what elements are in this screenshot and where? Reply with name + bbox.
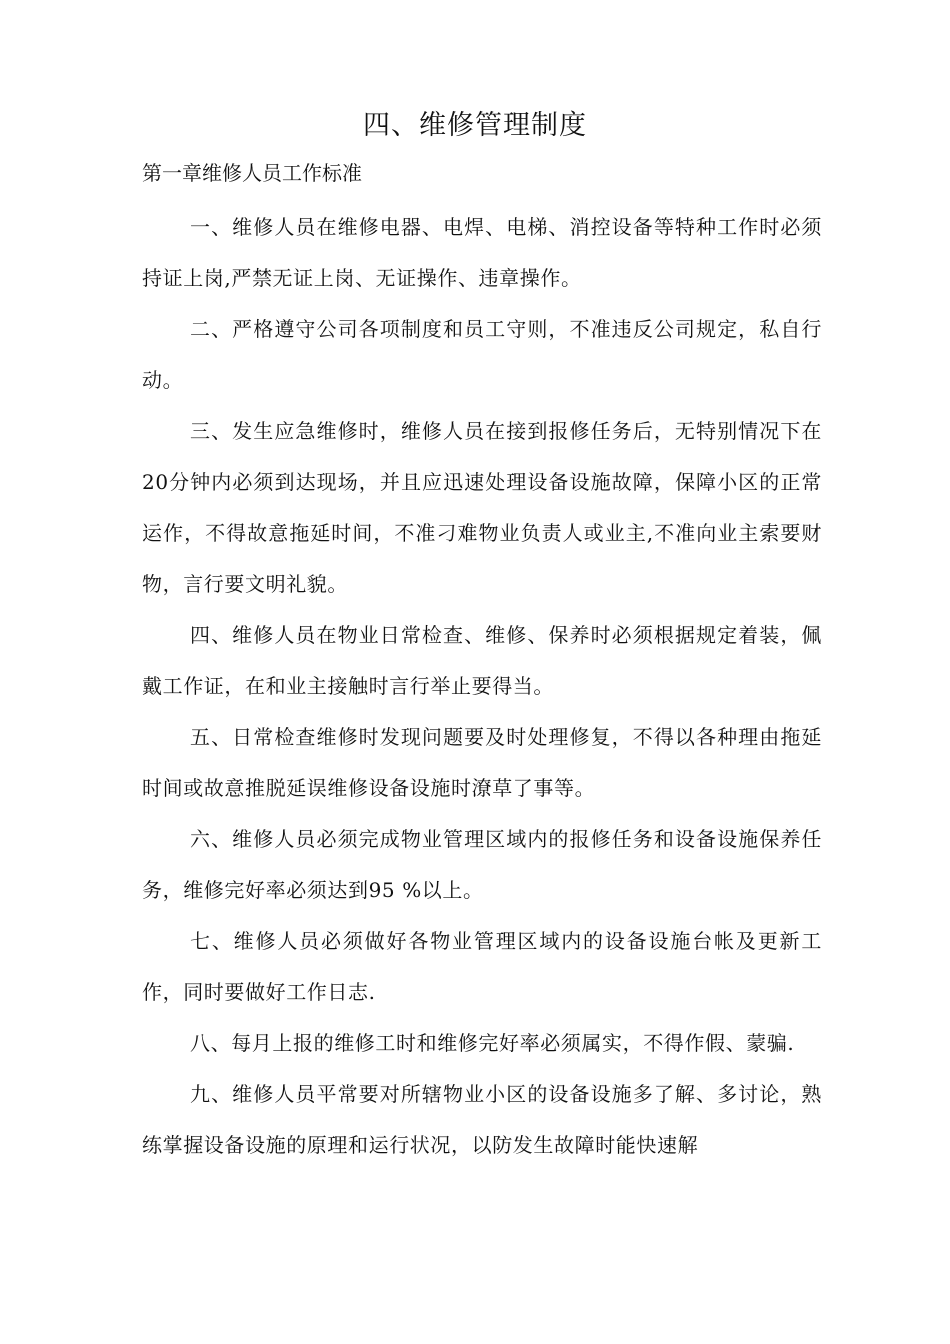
paragraph-8: 八、每月上报的维修工时和维修完好率必须属实，不得作假、蒙骗. <box>190 1031 795 1055</box>
paragraph-3: 三、发生应急维修时，维修人员在接到报修任务后，无特别情况下在20分钟内必须到达现场，并且应迅速处理设备设施故障，保障小区的正常运作，不得故意拖延时间，不准刁难物业负责人或业主,不准向业主索要财物，言行要文明礼貌。 <box>142 419 822 596</box>
chapter-heading: 第一章维修人员工作标准 <box>142 161 362 185</box>
document-title: 四、维修管理制度 <box>363 110 587 141</box>
paragraph-1: 一、维修人员在维修电器、电焊、电梯、消控设备等特种工作时必须持证上岗,严禁无证上岗、无证操作、违章操作。 <box>142 215 822 290</box>
paragraph-2: 二、严格遵守公司各项制度和员工守则，不准违反公司规定，私自行动。 <box>142 317 822 392</box>
paragraph-4: 四、维修人员在物业日常检查、维修、保养时必须根据规定着装，佩戴工作证，在和业主接触时言行举止要得当。 <box>142 623 822 698</box>
paragraph-6: 六、维修人员必须完成物业管理区域内的报修任务和设备设施保养任务，维修完好率必须达到95 %以上。 <box>142 827 822 902</box>
document-body <box>142 202 822 1171</box>
paragraph-5: 五、日常检查维修时发现问题要及时处理修复，不得以各种理由拖延时间或故意推脱延误维修设备设施时潦草了事等。 <box>142 725 822 800</box>
paragraph-9: 九、维修人员平常要对所辖物业小区的设备设施多了解、多讨论，熟练掌握设备设施的原理和运行状况，以防发生故障时能快速解 <box>142 1082 822 1157</box>
paragraph-7: 七、维修人员必须做好各物业管理区域内的设备设施台帐及更新工作，同时要做好工作日志. <box>142 929 822 1004</box>
